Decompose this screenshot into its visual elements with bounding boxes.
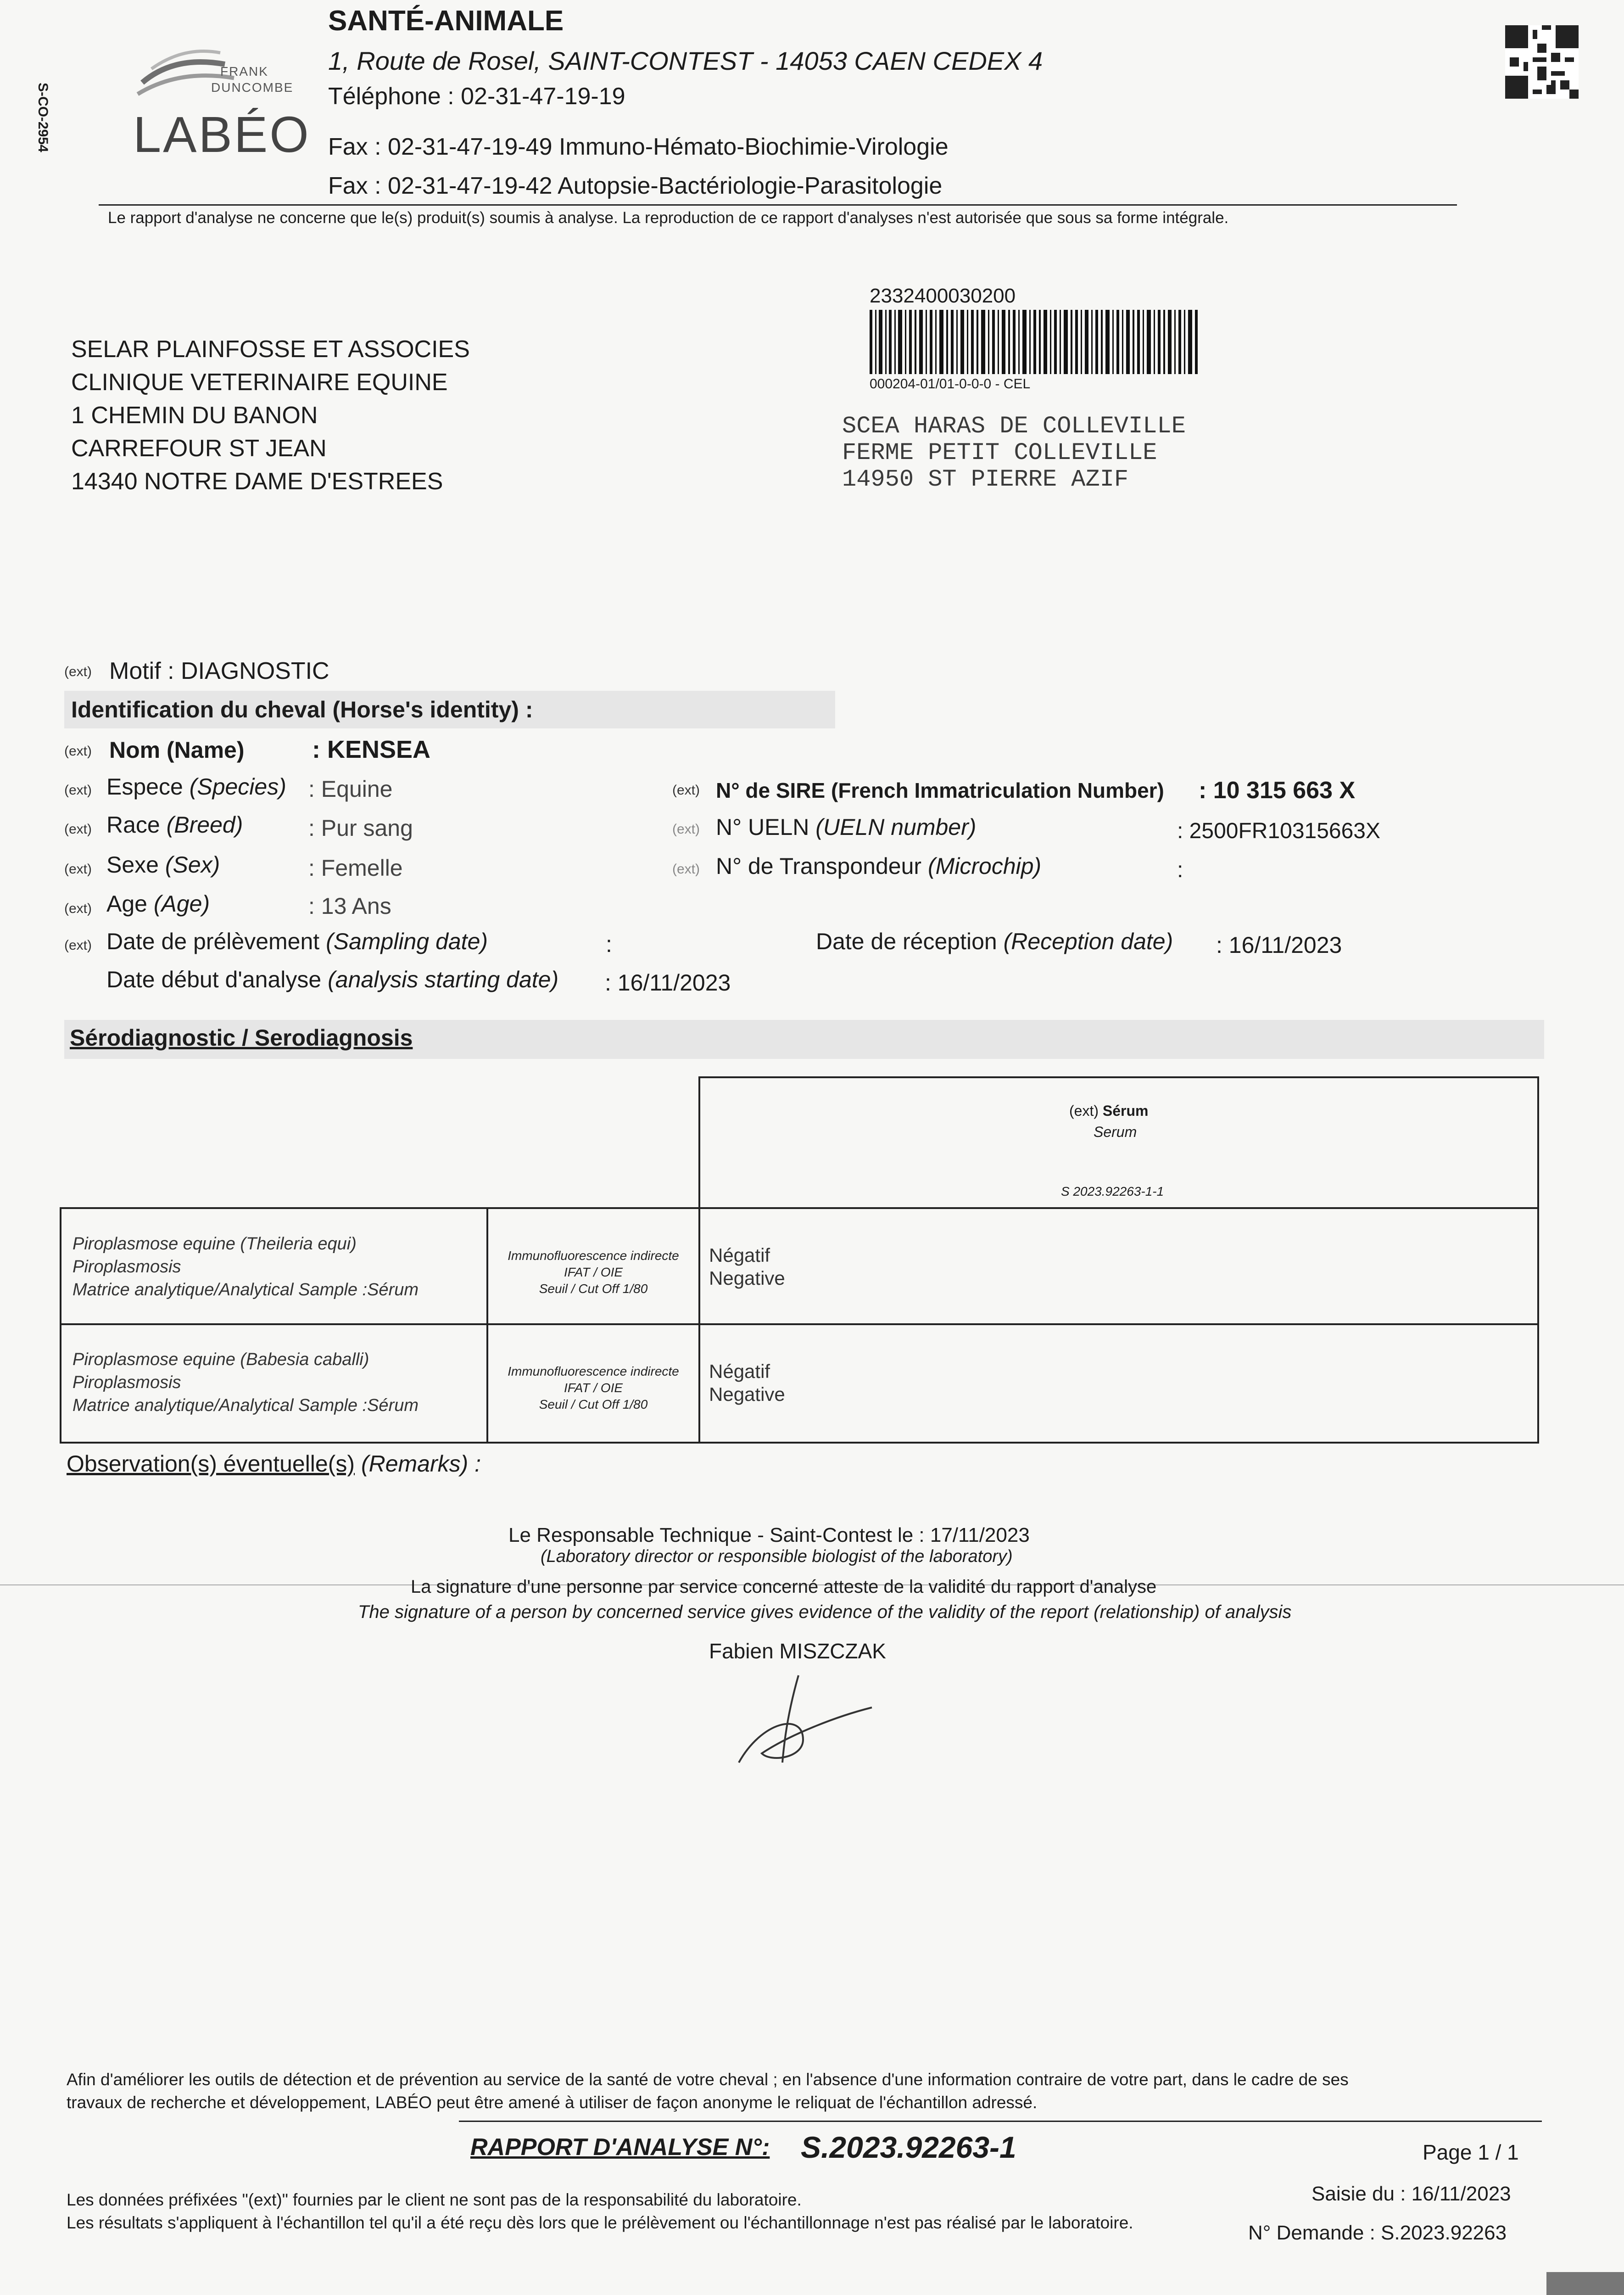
age-label-fr: Age <box>106 891 147 917</box>
sex-label-fr: Sexe <box>106 852 159 878</box>
observations-label-en: (Remarks) : <box>361 1451 481 1477</box>
observations-label-fr: Observation(s) éventuelle(s) <box>67 1451 355 1477</box>
ext-marker: (ext) <box>64 744 92 759</box>
sex-value: : Femelle <box>308 855 403 881</box>
test-method <box>495 1248 692 1297</box>
entry-date: Saisie du : 16/11/2023 <box>1311 2183 1511 2205</box>
ueln-label-en: (UELN number) <box>815 814 977 840</box>
test-name-line: Piroplasmosis <box>73 1257 181 1276</box>
ueln-label-fr: N° UELN <box>716 814 809 840</box>
barcode-number: 2332400030200 <box>870 285 1016 307</box>
transponder-value: : <box>1177 858 1183 882</box>
results-scope-note: Les résultats s'appliquent à l'échantillon tel qu'il a été reçu dès lors que le prélèvement ou l'échantillonnage n'est pas réalisé par le laboratoire. <box>67 2213 1133 2232</box>
age-label-en: (Age) <box>153 891 210 917</box>
signatory-name: Fabien MISZCZAK <box>709 1639 886 1663</box>
transponder-label <box>716 853 1041 879</box>
table-line <box>486 1207 488 1444</box>
handwritten-signature <box>734 1671 881 1772</box>
result-fr: Négatif <box>709 1244 770 1266</box>
analysis-start-value: : 16/11/2023 <box>605 970 731 996</box>
breed-label-en: (Breed) <box>166 812 243 838</box>
section-title: Sérodiagnostic / Serodiagnosis <box>70 1025 413 1051</box>
footer-rule <box>459 2121 1542 2122</box>
identification-title: Identification du cheval (Horse's identity) : <box>71 697 533 722</box>
observations-label <box>67 1450 481 1477</box>
sex-label <box>106 851 220 878</box>
age-value: : 13 Ans <box>308 893 391 919</box>
ext-marker: (ext) <box>672 783 700 798</box>
sample-reference: S 2023.92263-1-1 <box>1061 1184 1164 1198</box>
page-number: Page 1 / 1 <box>1423 2140 1519 2164</box>
sampling-date-label-en: (Sampling date) <box>326 929 488 954</box>
test-name-line: Piroplasmose equine (Babesia caballi) <box>73 1350 369 1369</box>
species-label-fr: Espece <box>106 774 183 800</box>
corner-mark <box>1546 2272 1624 2295</box>
logo-brand: LABÉO <box>133 106 311 163</box>
test-result <box>709 1360 785 1406</box>
reception-date-label-fr: Date de réception <box>816 929 997 954</box>
barcode-icon <box>870 310 1200 374</box>
method-line: IFAT / OIE <box>564 1265 623 1279</box>
lab-fax-1: Fax : 02-31-47-19-49 Immuno-Hémato-Biochimie-Virologie <box>328 134 949 160</box>
request-number: N° Demande : S.2023.92263 <box>1248 2222 1507 2244</box>
table-line <box>60 1207 61 1444</box>
table-line <box>60 1442 1539 1444</box>
lab-fax-2: Fax : 02-31-47-19-42 Autopsie-Bactériologie-Parasitologie <box>328 173 943 199</box>
motif: Motif : DIAGNOSTIC <box>109 658 329 684</box>
serum-column-header <box>1069 1103 1148 1120</box>
method-line: Immunofluorescence indirecte <box>508 1364 679 1378</box>
recipient-line: SELAR PLAINFOSSE ET ASSOCIES <box>71 336 470 363</box>
table-line <box>60 1207 1539 1209</box>
species-label-en: (Species) <box>189 774 286 800</box>
serum-column-header-en: Serum <box>1094 1124 1137 1140</box>
table-line <box>60 1323 1539 1325</box>
sire-value: : 10 315 663 X <box>1199 777 1356 804</box>
owner-line: SCEA HARAS DE COLLEVILLE <box>842 413 1186 440</box>
reception-date-label-en: (Reception date) <box>1003 929 1173 954</box>
owner-line: 14950 ST PIERRE AZIF <box>842 466 1129 493</box>
report-number: S.2023.92263-1 <box>801 2130 1016 2164</box>
recipient-address <box>71 333 470 498</box>
analysis-start-label <box>106 966 558 993</box>
owner-line: FERME PETIT COLLEVILLE <box>842 439 1157 466</box>
reception-date-value: : 16/11/2023 <box>1216 932 1342 958</box>
horse-name-value: : KENSEA <box>312 736 431 763</box>
logo-sub1: FRANK <box>220 64 268 78</box>
ext-marker: (ext) <box>64 938 92 953</box>
reception-date-label <box>816 928 1173 955</box>
improvement-note-2: travaux de recherche et développement, LABÉO peut être amené à utiliser de façon anonyme le reliquat de l'échantillon adressé. <box>67 2093 1038 2112</box>
analysis-start-label-fr: Date début d'analyse <box>106 967 322 992</box>
vertical-reference-code: S-CO-2954 <box>35 83 50 152</box>
ext-data-note: Les données préfixées "(ext)" fournies par le client ne sont pas de la responsabilité du laboratoire. <box>67 2190 802 2209</box>
method-line: Immunofluorescence indirecte <box>508 1248 679 1263</box>
method-line: Seuil / Cut Off 1/80 <box>539 1282 648 1296</box>
test-name-line: Piroplasmosis <box>73 1373 181 1392</box>
test-name-line: Matrice analytique/Analytical Sample :Sérum <box>73 1396 419 1415</box>
method-line: Seuil / Cut Off 1/80 <box>539 1397 648 1411</box>
table-line <box>698 1076 1539 1078</box>
table-line <box>1537 1076 1539 1444</box>
species-label <box>106 773 286 800</box>
breed-value: : Pur sang <box>308 815 413 841</box>
improvement-note-1: Afin d'améliorer les outils de détection et de prévention au service de la santé de votre cheval ; en l'absence d'une information contraire de votre part, dans le cadre de ses <box>67 2070 1349 2089</box>
ext-marker: (ext) <box>64 822 92 837</box>
header-rule <box>99 204 1457 206</box>
report-number-label: RAPPORT D'ANALYSE N°: <box>470 2134 770 2161</box>
analysis-start-label-en: (analysis starting date) <box>328 967 559 992</box>
lab-department: SANTÉ-ANIMALE <box>328 5 564 37</box>
owner-address <box>842 413 1186 493</box>
signature-responsible-en: (Laboratory director or responsible biologist of the laboratory) <box>541 1547 1013 1566</box>
test-name-line: Matrice analytique/Analytical Sample :Sérum <box>73 1280 419 1299</box>
recipient-line: 14340 NOTRE DAME D'ESTREES <box>71 468 443 495</box>
sampling-date-label-fr: Date de prélèvement <box>106 929 320 954</box>
ext-marker: (ext) <box>64 664 92 679</box>
ext-marker: (ext) <box>64 901 92 916</box>
result-en: Negative <box>709 1267 785 1289</box>
qr-code-icon <box>1505 25 1579 99</box>
sampling-date-label <box>106 928 488 955</box>
ext-marker: (ext) <box>672 822 700 837</box>
signature-validity-en: The signature of a person by concerned service gives evidence of the validity of the report (relationship) of analysis <box>358 1602 1292 1622</box>
lab-address: 1, Route de Rosel, SAINT-CONTEST - 14053 CAEN CEDEX 4 <box>328 46 1043 75</box>
barcode-code: 000204-01/01-0-0-0 - CEL <box>870 376 1031 392</box>
test-name <box>73 1348 419 1417</box>
transponder-label-fr: N° de Transpondeur <box>716 853 922 879</box>
species-value: : Equine <box>308 776 393 802</box>
serum-ext: (ext) <box>1069 1103 1099 1119</box>
ext-marker: (ext) <box>672 862 700 877</box>
logo-sub2: DUNCOMBE <box>211 80 294 95</box>
age-label <box>106 890 210 917</box>
signature-validity-fr: La signature d'une personne par service concerné atteste de la validité du rapport d'analyse <box>411 1577 1157 1597</box>
ueln-value: : 2500FR10315663X <box>1177 819 1381 843</box>
test-method <box>495 1363 692 1413</box>
serum-header: Sérum <box>1102 1103 1149 1119</box>
breed-label <box>106 812 243 838</box>
sex-label-en: (Sex) <box>165 852 220 878</box>
sire-label: N° de SIRE (French Immatriculation Number) <box>716 778 1164 802</box>
breed-label-fr: Race <box>106 812 160 838</box>
recipient-line: 1 CHEMIN DU BANON <box>71 402 318 429</box>
lab-phone: Téléphone : 02-31-47-19-19 <box>328 83 625 110</box>
test-result <box>709 1244 785 1290</box>
result-fr: Négatif <box>709 1360 770 1382</box>
horse-name-label: Nom (Name) <box>109 737 245 763</box>
result-en: Negative <box>709 1383 785 1405</box>
signature-responsible: Le Responsable Technique - Saint-Contest le : 17/11/2023 <box>508 1524 1030 1546</box>
recipient-line: CLINIQUE VETERINAIRE EQUINE <box>71 369 448 396</box>
ext-marker: (ext) <box>64 783 92 798</box>
labeo-logo <box>124 37 317 165</box>
test-name <box>73 1232 419 1301</box>
recipient-line: CARREFOUR ST JEAN <box>71 435 327 462</box>
top-disclaimer: Le rapport d'analyse ne concerne que le(s) produit(s) soumis à analyse. La reproduction de ce rapport d'analyses n'est autorisée que sous sa forme intégrale. <box>108 209 1229 227</box>
table-line <box>698 1076 700 1444</box>
method-line: IFAT / OIE <box>564 1381 623 1395</box>
ueln-label <box>716 814 976 840</box>
transponder-label-en: (Microchip) <box>927 853 1042 879</box>
sampling-date-value: : <box>606 931 612 957</box>
ext-marker: (ext) <box>64 862 92 877</box>
test-name-line: Piroplasmose equine (Theileria equi) <box>73 1234 357 1254</box>
